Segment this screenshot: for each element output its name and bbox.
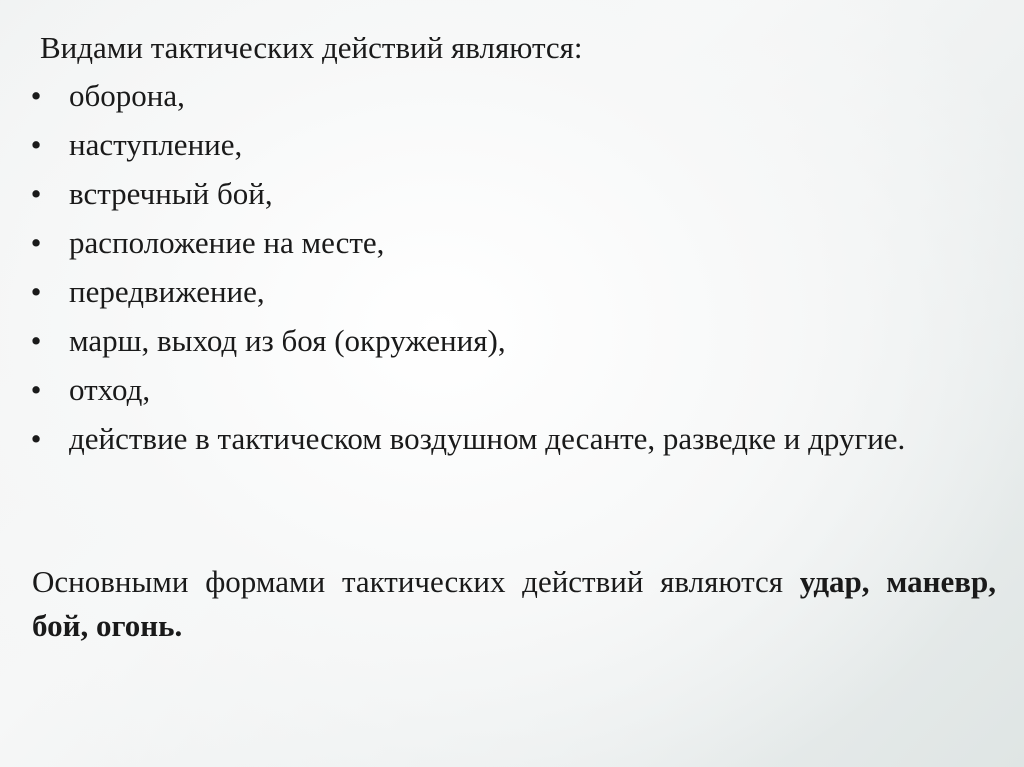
bullet-icon: • [30,372,42,407]
intro-heading: Видами тактических действий являются: [40,30,583,65]
list-item-text: наступление, [69,127,243,162]
bullet-icon: • [30,421,42,456]
list-item [26,370,996,410]
list-item [26,321,996,361]
list-item-text: действие в тактическом воздушном десанте, разведке и другие. [69,421,906,456]
bullet-icon: • [30,225,42,260]
list-item [26,174,996,214]
list-item [26,125,996,165]
bullet-icon: • [30,127,42,162]
closing-text: Основными формами тактических действий являются [32,564,800,599]
list-item-text: отход, [69,372,151,407]
list-item [26,76,996,116]
list-item-text: оборона, [69,78,185,113]
list-item-text: передвижение, [69,274,265,309]
list-item-text: встречный бой, [69,176,273,211]
bullet-icon: • [30,176,42,211]
list-item-text: марш, выход из боя (окружения), [69,323,506,358]
closing-paragraph [32,560,996,648]
closing-bold-text: удар, маневр, бой, огонь. [32,564,996,643]
list-item [26,272,996,312]
tactical-actions-list [26,76,996,468]
bullet-icon: • [30,323,42,358]
bullet-icon: • [30,274,42,309]
list-item-text: расположение на месте, [69,225,385,260]
list-item [26,223,996,263]
list-item [26,419,996,459]
bullet-icon: • [30,78,42,113]
